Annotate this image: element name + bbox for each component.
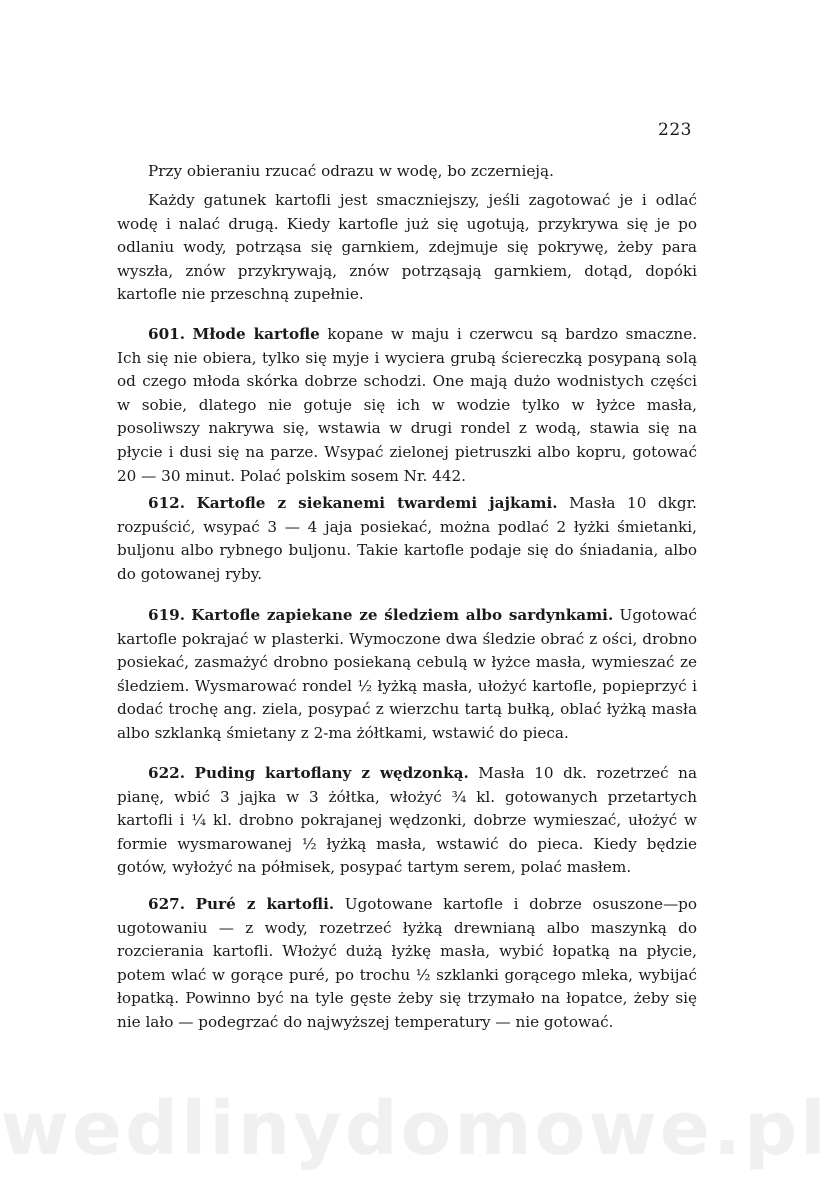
recipe-622-number: 622. <box>148 764 185 782</box>
watermark: wedlinydomowe.pl <box>0 1086 829 1172</box>
recipe-612-number: 612. <box>148 494 185 512</box>
recipe-601-title: Młode kartofle <box>192 325 320 343</box>
recipe-622-title: Puding kartoflany z wędzonką. <box>194 764 469 782</box>
recipe-601-number: 601. <box>148 325 185 343</box>
intro-line: Przy obieraniu rzucać odrazu w wodę, bo zczernieją. <box>148 162 554 180</box>
recipe-612-title: Kartofle z siekanemi twardemi jajkami. <box>196 494 558 512</box>
intro-paragraph: Każdy gatunek kartofli jest smaczniejszy, jeśli zagotować je i odlać wodę i nalać drugą. Kiedy kartofle już się ugotują, przykrywa się je po odlaniu wody, potrząsa się garnkiem, zdejmuje się pokrywę, żeby para wyszła, znów przykrywają, znów potrząsają garnkiem, dotąd, dopóki kartofle nie przeschną zupełnie. <box>117 191 697 304</box>
recipe-619 <box>117 604 697 746</box>
recipe-622-text: Masła 10 dk. rozetrzeć na pianę, wbić 3 jajka w 3 żółtka, włożyć ¾ kl. gotowanych przetartych kartofli i ¼ kl. drobno pokrajanej wędzonki, dobrze wymieszać, ułożyć w formie wysmarowanej ½ łyżką masła, wstawić do pieca. Kiedy będzie gotów, wyłożyć na półmisek, posypać tartym serem, polać masłem. <box>117 764 697 877</box>
recipe-619-number: 619. <box>148 606 185 624</box>
recipe-612-text: Masła 10 dkgr. rozpuścić, wsypać 3 — 4 jaja posiekać, można podlać 2 łyżki śmietanki, buljonu albo rybnego buljonu. Takie kartofle podaje się do śniadania, albo do gotowanej ryby. <box>117 494 697 583</box>
recipe-622 <box>117 762 697 880</box>
recipe-619-text: Ugotować kartofle pokrajać w plasterki. Wymoczone dwa śledzie obrać z ości, drobno posiekać, zasmażyć drobno posiekaną cebulą w łyżce masła, wymieszać ze śledziem. Wysmarować rondel ½ łyżką masła, ułożyć kartofle, popieprzyć i dodać trochę ang. ziela, posypać z wierzchu tartą bułką, oblać łyżką masła albo szklanką śmietany z 2-ma żółtkami, wstawić do pieca. <box>117 606 698 742</box>
recipe-627-text: Ugotowane kartofle i dobrze osuszone—po ugotowaniu — z wody, rozetrzeć łyżką drewnianą albo maszynką do rozcierania kartofli. Włożyć dużą łyżkę masła, wybić łopatką na płycie, potem wlać w gorące puré, po trochu ½ szklanki gorącego mleka, wybijać łopatką. Powinno być na tyle gęste żeby się trzymało na łopatce, żeby się nie lało — podegrzać do najwyższej temperatury — nie gotować. <box>117 895 698 1031</box>
recipe-627-number: 627. <box>148 895 185 913</box>
recipe-627 <box>117 893 697 1035</box>
page-number: 223 <box>658 120 692 140</box>
recipe-612 <box>117 492 697 586</box>
recipe-601 <box>117 323 697 488</box>
recipe-627-title: Puré z kartofli. <box>195 895 335 913</box>
recipe-619-title: Kartofle zapiekane ze śledziem albo sardynkami. <box>191 606 614 624</box>
recipe-601-text: kopane w maju i czerwcu są bardzo smaczne. Ich się nie obiera, tylko się myje i wyciera grubą ściereczką posypaną solą od czego młoda skórka dobrze schodzi. One mają dużo wodnistych części w sobie, dlatego nie gotuje się ich w wodzie tylko w łyżce masła, posoliwszy nakrywa się, wstawia w drugi rondel z wodą, stawia się na płycie i dusi się na parze. Wsypać zielonej pietruszki albo kopru, gotować 20 — 30 minut. Polać polskim sosem Nr. 442. <box>117 325 698 485</box>
